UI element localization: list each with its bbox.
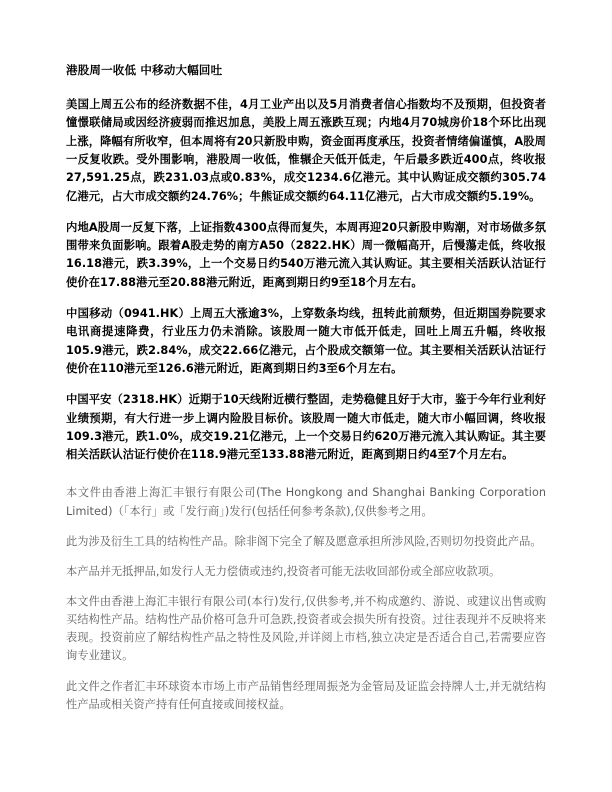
disclaimer-paragraph-4: 本文件由香港上海汇丰银行有限公司(本行)发行,仅供参考,并不构成邀约、游说、或建议出售或购买结构性产品。结构性产品价格可急升可急跌,投资者或会损失所有投资。过往表现并不反映将来表现。投资前应了解结构性产品之特性及风险,并详阅上市档,独立决定是否适合自己,若需要应咨询专业建议。 <box>66 595 546 663</box>
body-paragraph-1: 美国上周五公布的经济数据不佳，4月工业产出以及5月消费者信心指数均不及预期，但投资者憧憬联储局或因经济疲弱而推迟加息，美股上周五涨跌互现；内地4月70城房价18个环比出现上涨，降幅有所收窄，但本周将有20只新股申购，资金面再度承压，投资者情绪偏谨慎，A股周一反复收跌。受外围影响，港股周一收低，惟辗企天低开低走，午后最多跌近400点，终收报27,591.25点，跌231.03点或0.83%，成交1234.6亿港元。其中认购证成交额约305.74亿港元，占大市成交额约24.76%；牛熊证成交额约64.11亿港元，占大市成交额约5.19%。 <box>66 98 546 203</box>
disclaimer-paragraph-2: 此为涉及衍生工具的结构性产品。除非阁下完全了解及愿意承担所涉风险,否则切勿投资此产品。 <box>66 534 542 548</box>
body-paragraph-2: 内地A股周一反复下落，上证指数4300点得而复失，本周再迎20只新股申购潮，对市场做多氛围带来负面影响。跟着A股走势的南方A50（2822.HK）周一微幅高开，后慢蕩走低，终收报16.18港元，跌3.39%，上一个交易日约540万港元流入其认购证。其主要相关活跃认沽证行使价在17.88港元至20.88港元附近，距离到期日约9至18个月左右。 <box>66 220 546 289</box>
page-title: 港股周一收低 中移动大幅回吐 <box>66 63 223 77</box>
disclaimer-paragraph-1: 本文件由香港上海汇丰银行有限公司(The Hongkong and Shanghai Banking Corporation Limited)（「本行」或「发行商」)发行(包括任何参考条款),仅供参考之用。 <box>66 486 546 518</box>
disclaimer-paragraph-3: 本产品并无抵押品,如发行人无力偿债或违约,投资者可能无法收回部份或全部应收款项。 <box>66 564 501 578</box>
disclaimer-paragraph-5: 此文件之作者汇丰环球资本市场上市产品销售经理周振尧为金管局及证监会持牌人士,并无就结构性产品或相关资产持有任何直接或间接权益。 <box>66 679 546 711</box>
body-paragraph-3: 中国移动（0941.HK）上周五大涨逾3%，上穿数条均线，扭转此前颓势，但近期国券院要求电讯商提速降费，行业压力仍未消除。该股周一随大市低开低走，回吐上周五升幅，终收报105.9港元，跌2.84%，成交22.66亿港元，占个股成交额第一位。其主要相关活跃认沽证行使价在110港元至126.6港元附近，距离到期日约3至6个月左右。 <box>66 307 546 375</box>
body-paragraph-4: 中国平安（2318.HK）近期于10天线附近横行整固，走势稳健且好于大市，鉴于今年行业利好业绩预期，有大行进一步上调内险股目标价。该股周一随大市低走，随大市小幅回调，终收报109.3港元，跌1.0%，成交19.21亿港元，上一个交易日约620万港元流入其认购证。其主要相关活跃认沽证行使价在118.9港元至133.88港元附近，距离到期日约4至7个月左右。 <box>66 393 546 462</box>
